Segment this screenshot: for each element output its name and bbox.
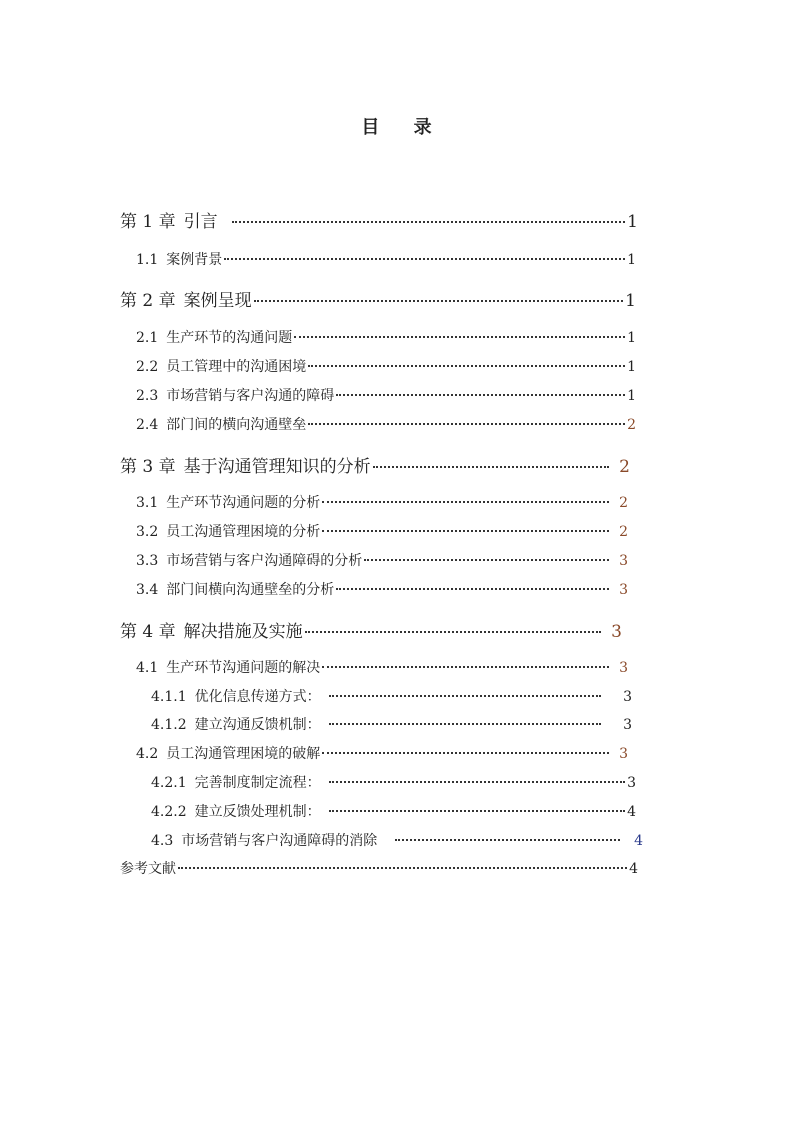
entry-title: 员工沟通管理困境的分析 bbox=[166, 524, 321, 540]
dot-leader bbox=[232, 221, 626, 223]
page-number: 3 bbox=[623, 717, 632, 733]
entry-number: 4.2.2 bbox=[151, 804, 187, 820]
dot-leader bbox=[308, 365, 625, 367]
dot-leader bbox=[329, 723, 601, 725]
toc-entry-4-2-2[interactable] bbox=[151, 801, 636, 821]
page-number: 2 bbox=[619, 457, 630, 477]
entry-title: 生产环节沟通问题的分析 bbox=[166, 495, 321, 511]
page-number: 3 bbox=[619, 582, 628, 598]
page-number: 1 bbox=[627, 252, 636, 268]
toc-entry-chapter-1[interactable] bbox=[120, 207, 638, 231]
page-number: 3 bbox=[619, 746, 628, 762]
page-number: 3 bbox=[611, 622, 622, 642]
entry-number: 1.1 bbox=[136, 252, 159, 268]
entry-title: 参考文献 bbox=[120, 861, 176, 877]
entry-title: 建立反馈处理机制： bbox=[194, 804, 321, 820]
toc-entry-2-1[interactable] bbox=[136, 327, 636, 347]
entry-number: 2.4 bbox=[136, 417, 159, 433]
entry-number: 第 3 章 bbox=[120, 457, 176, 477]
entry-number: 4.2 bbox=[136, 746, 159, 762]
page-number: 1 bbox=[627, 212, 638, 232]
page-number: 4 bbox=[629, 861, 638, 877]
toc-entry-references[interactable] bbox=[120, 858, 638, 878]
entry-title: 建立沟通反馈机制： bbox=[194, 717, 321, 733]
entry-title: 员工管理中的沟通困境 bbox=[166, 359, 307, 375]
dot-leader bbox=[395, 839, 620, 841]
entry-title: 案例背景 bbox=[166, 252, 223, 268]
dot-leader bbox=[322, 666, 609, 668]
toc-entry-2-2[interactable] bbox=[136, 356, 636, 376]
entry-number: 3.4 bbox=[136, 582, 159, 598]
toc-entry-3-4[interactable] bbox=[136, 579, 628, 599]
dot-leader bbox=[336, 588, 609, 590]
entry-number: 第 4 章 bbox=[120, 622, 176, 642]
toc-entry-4-2-1[interactable] bbox=[151, 772, 636, 792]
dot-leader bbox=[305, 631, 602, 633]
dot-leader bbox=[336, 394, 625, 396]
toc-title: 目 录 bbox=[361, 117, 446, 138]
entry-title: 完善制度制定流程： bbox=[194, 775, 321, 791]
entry-title: 引言 bbox=[183, 212, 218, 232]
dot-leader bbox=[329, 810, 625, 812]
page-number: 1 bbox=[627, 388, 636, 404]
page-number: 3 bbox=[619, 660, 628, 676]
toc-entry-3-2[interactable] bbox=[136, 521, 628, 541]
entry-number: 第 1 章 bbox=[120, 212, 176, 232]
page-number: 2 bbox=[619, 524, 628, 540]
entry-title: 部门间的横向沟通壁垒 bbox=[166, 417, 307, 433]
toc-entry-3-1[interactable] bbox=[136, 492, 628, 512]
dot-leader bbox=[373, 466, 610, 468]
entry-number: 4.3 bbox=[151, 833, 174, 849]
entry-title: 解决措施及实施 bbox=[183, 622, 303, 642]
toc-entry-2-3[interactable] bbox=[136, 385, 636, 405]
page-number: 2 bbox=[627, 417, 636, 433]
entry-number: 2.1 bbox=[136, 330, 159, 346]
dot-leader bbox=[254, 300, 624, 302]
entry-number: 4.2.1 bbox=[151, 775, 187, 791]
entry-title: 生产环节的沟通问题 bbox=[166, 330, 293, 346]
toc-entry-4-1-1[interactable] bbox=[151, 686, 632, 706]
entry-title: 市场营销与客户沟通障碍的消除 bbox=[181, 833, 378, 849]
entry-title: 优化信息传递方式： bbox=[194, 689, 321, 705]
entry-title: 基于沟通管理知识的分析 bbox=[183, 457, 371, 477]
page-number: 3 bbox=[623, 689, 632, 705]
page-number: 4 bbox=[634, 833, 643, 849]
toc-entry-2-4[interactable] bbox=[136, 414, 636, 434]
entry-title: 市场营销与客户沟通障碍的分析 bbox=[166, 553, 363, 569]
page-number: 1 bbox=[627, 330, 636, 346]
dot-leader bbox=[308, 423, 625, 425]
entry-number: 2.3 bbox=[136, 388, 159, 404]
page-number: 3 bbox=[627, 775, 636, 791]
entry-number: 3.3 bbox=[136, 553, 159, 569]
page-number: 3 bbox=[619, 553, 628, 569]
entry-number: 4.1 bbox=[136, 660, 159, 676]
entry-number: 3.1 bbox=[136, 495, 159, 511]
dot-leader bbox=[322, 530, 609, 532]
entry-title: 案例呈现 bbox=[183, 291, 252, 311]
toc-entry-4-3[interactable] bbox=[151, 830, 643, 850]
entry-title: 员工沟通管理困境的破解 bbox=[166, 746, 321, 762]
toc-entry-chapter-3[interactable] bbox=[120, 452, 630, 476]
page-number: 2 bbox=[619, 495, 628, 511]
toc-entry-3-3[interactable] bbox=[136, 550, 628, 570]
dot-leader bbox=[322, 501, 609, 503]
toc-entry-4-1-2[interactable] bbox=[151, 714, 632, 734]
toc-entry-chapter-2[interactable] bbox=[120, 286, 636, 310]
entry-number: 4.1.2 bbox=[151, 717, 187, 733]
page-number: 1 bbox=[627, 359, 636, 375]
entry-title: 部门间横向沟通壁垒的分析 bbox=[166, 582, 335, 598]
dot-leader bbox=[329, 781, 625, 783]
entry-number: 4.1.1 bbox=[151, 689, 187, 705]
dot-leader bbox=[294, 336, 625, 338]
entry-title: 市场营销与客户沟通的障碍 bbox=[166, 388, 335, 404]
dot-leader bbox=[364, 559, 609, 561]
dot-leader bbox=[178, 867, 627, 869]
dot-leader bbox=[322, 752, 609, 754]
entry-number: 2.2 bbox=[136, 359, 159, 375]
entry-title: 生产环节沟通问题的解决 bbox=[166, 660, 321, 676]
toc-entry-chapter-4[interactable] bbox=[120, 617, 622, 641]
page-number: 4 bbox=[627, 804, 636, 820]
toc-entry-4-2[interactable] bbox=[136, 743, 628, 763]
entry-number: 3.2 bbox=[136, 524, 159, 540]
page-number: 1 bbox=[625, 291, 636, 311]
toc-entry-4-1[interactable] bbox=[136, 657, 628, 677]
dot-leader bbox=[224, 258, 625, 260]
toc-entry-1-1[interactable] bbox=[136, 249, 636, 269]
dot-leader bbox=[329, 695, 601, 697]
entry-number: 第 2 章 bbox=[120, 291, 176, 311]
